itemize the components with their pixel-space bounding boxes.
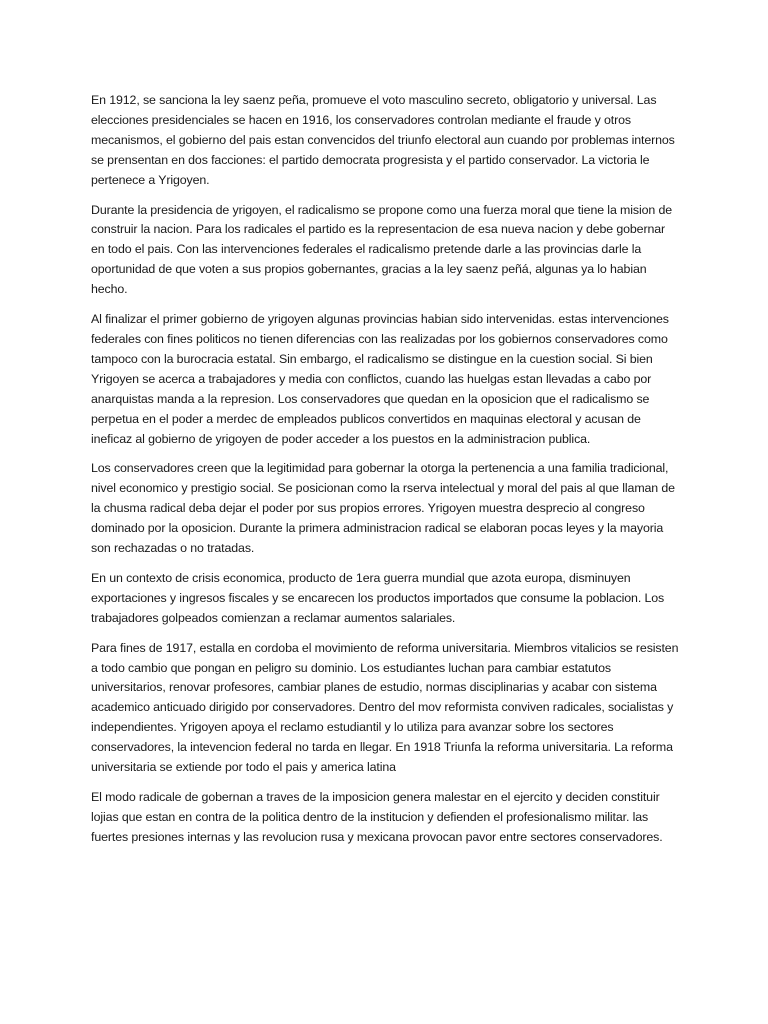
paragraph-conservadores-legitimidad: Los conservadores creen que la legitimidad para gobernar la otorga la pertenencia a una familia tradicional, nivel economico y prestigio social. Se posicionan como la rserva intelectual y moral del pais al que llaman de la chusma radical deba dejar el poder por sus propios errores. Yrigoyen muestra desprecio al congreso dominado por la oposicion. Durante la primera administracion radical se elaboran pocas leyes y la mayoria son rechazadas o no tratadas.: [91, 461, 675, 556]
paragraph-1912-ley-saenz-pena: En 1912, se sanciona la ley saenz peña, promueve el voto masculino secreto, obligatorio y universal. Las elecciones presidenciales se hacen en 1916, los conservadores controlan mediante el fraude y otros mecanismos, el gobierno del pais estan convencidos del triunfo electoral aun cuando por problemas internos se prensentan en dos facciones: el partido democrata progresista y el partido conservador. La victoria le pertenece a Yrigoyen.: [91, 93, 675, 187]
paragraph-presidencia-yrigoyen: Durante la presidencia de yrigoyen, el radicalismo se propone como una fuerza moral que tiene la mision de construir la nacion. Para los radicales el partido es la representacion de esa nueva nacion y debe gobernar en todo el pais. Con las intervenciones federales el radicalismo pretende darle a las provincias darle la oportunidad de que voten a sus propios gobernantes, gracias a la ley saenz peñá, algunas ya lo habian hecho.: [91, 202, 672, 297]
paragraph-intervenciones-federales: Al finalizar el primer gobierno de yrigoyen algunas provincias habian sido intervenidas. estas intervenciones federales con fines politicos no tienen diferencias con las realizadas por los gobiernos conservadores como tampoco con la burocracia estatal. Sin embargo, el radicalismo se distingue en la cuestion social. Si bien Yrigoyen se acerca a trabajadores y media con conflictos, cuando las huelgas estan llevadas a cabo por anarquistas manda a la represion. Los conservadores que quedan en la oposicion que el radicalismo se perpetua en el poder a merdec de empleados publicos convertidos en maquinas electoral y acusan de ineficaz al gobierno de yrigoyen de poder acceder a los puestos en la administracion publica.: [91, 312, 669, 446]
paragraph-reforma-universitaria: Para fines de 1917, estalla en cordoba el movimiento de reforma universitaria. Miembros vitalicios se resisten a todo cambio que pongan en peligro su dominio. Los estudiantes luchan para cambiar estatutos universitarios, renovar profesores, cambiar planes de estudio, normas disciplinarias y acabar con sistema academico anticuado dirigido por conservadores. Dentro del mov reformista conviven radicales, socialistas y independientes. Yrigoyen apoya el reclamo estudiantil y lo utiliza para avanzar sobre los sectores conservadores, la intevencion federal no tarda en llegar. En 1918 Triunfa la reforma universitaria. La reforma universitaria se extiende por todo el pais y america latina: [91, 640, 679, 775]
paragraph-modo-radical-ejercito: El modo radicale de gobernan a traves de la imposicion genera malestar en el ejercito y deciden constituir lojias que estan en contra de la politica dentro de la institucion y defienden el profesionalismo militar. las fuertes presiones internas y las revolucion rusa y mexicana provocan pavor entre sectores conservadores.: [91, 790, 663, 844]
document-body: [91, 91, 681, 858]
paragraph-crisis-economica: En un contexto de crisis economica, producto de 1era guerra mundial que azota europa, disminuyen exportaciones y ingresos fiscales y se encarecen los productos importados que consume la poblacion. Los trabajadores golpeados comienzan a reclamar aumentos salariales.: [91, 570, 665, 625]
